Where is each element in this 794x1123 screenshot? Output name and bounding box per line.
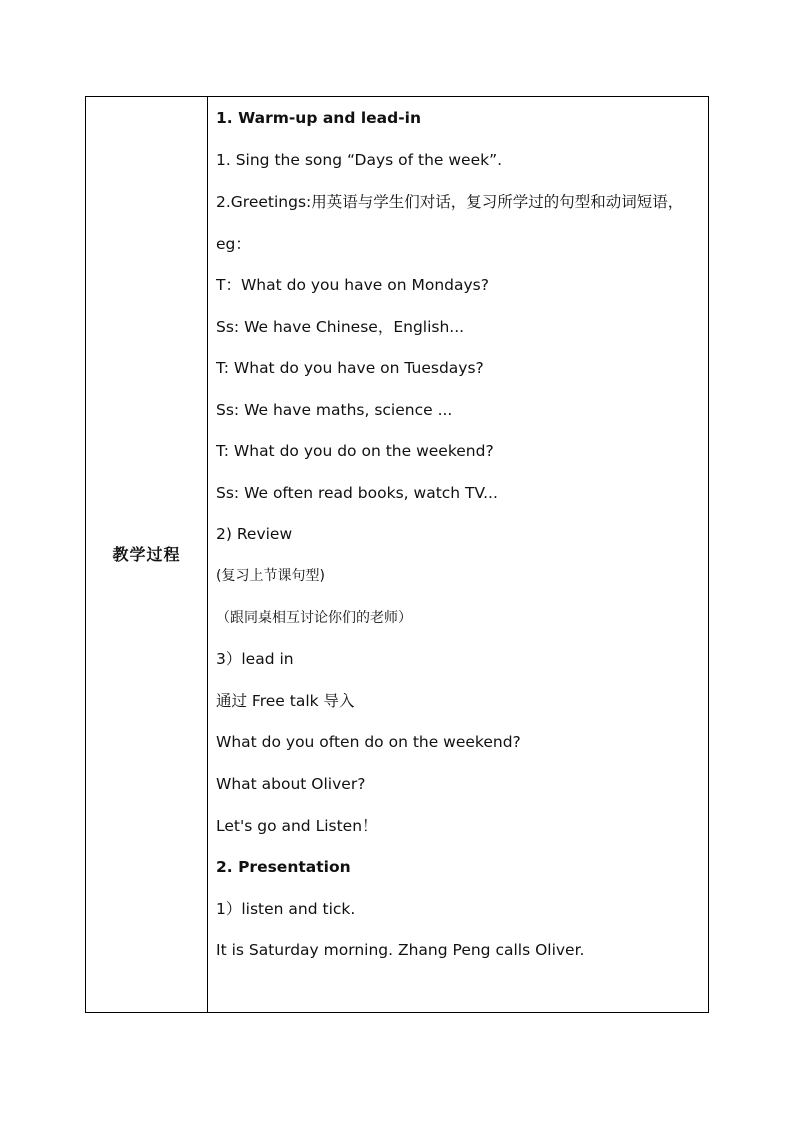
content-line: T：What do you have on Mondays? (216, 276, 489, 294)
content-line: 1）listen and tick. (216, 900, 356, 918)
section-label: 教学过程 (112, 545, 181, 564)
heading-warm-up: 1. Warm-up and lead-in (216, 109, 421, 127)
section-label-cell (86, 97, 208, 1012)
content-line: 3）lead in (216, 650, 294, 668)
content-line: 2.Greetings:用英语与学生们对话，复习所学过的句型和动词短语， (216, 193, 684, 211)
content-line: T: What do you do on the weekend? (216, 442, 494, 460)
content-line: 2) Review (216, 525, 293, 543)
content-line: What about Oliver? (216, 775, 366, 793)
section-content-cell (208, 97, 708, 1012)
content-line: （跟同桌相互讨论你们的老师） (216, 610, 412, 626)
content-line: It is Saturday morning. Zhang Peng calls Oliver. (216, 941, 585, 959)
content-line: Ss: We often read books, watch TV... (216, 484, 498, 502)
heading-presentation: 2. Presentation (216, 858, 351, 876)
content-line: 1. Sing the song “Days of the week”. (216, 151, 503, 169)
content-line: T: What do you have on Tuesdays? (216, 359, 484, 377)
content-line: Ss: We have maths, science ... (216, 401, 453, 419)
content-line: Ss: We have Chinese，English... (216, 318, 465, 336)
content-line: Let's go and Listen！ (216, 817, 378, 835)
content-line: eg： (216, 235, 251, 253)
content-line: What do you often do on the weekend? (216, 733, 521, 751)
lesson-table (85, 96, 709, 1013)
content-line: (复习上节课句型) (216, 568, 325, 584)
content-line: 通过 Free talk 导入 (216, 692, 355, 710)
